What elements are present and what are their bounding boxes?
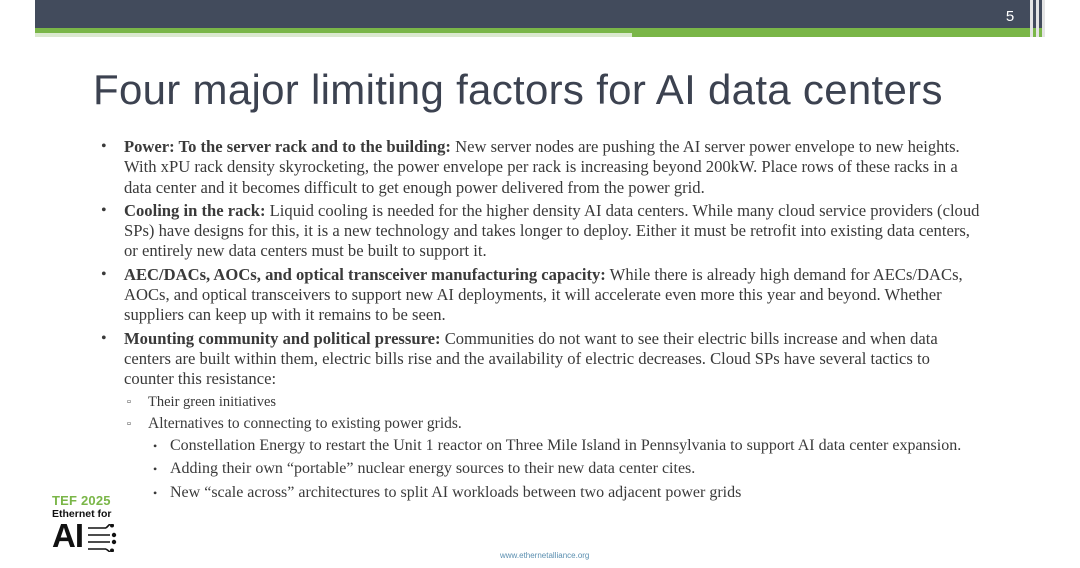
- square-bullet-icon: ▫: [127, 395, 131, 408]
- tef-2025-logo: [52, 494, 122, 558]
- bullet-heading: AEC/DACs, AOCs, and optical transceiver manufacturing capacity:: [124, 264, 606, 284]
- header-accent-highlight: [35, 33, 632, 37]
- slide-title: Four major limiting factors for AI data centers: [93, 66, 943, 113]
- footer-website: www.ethernetalliance.org: [500, 551, 590, 560]
- slide-body: [100, 137, 980, 506]
- logo-ai-mark: AI: [52, 517, 83, 554]
- sub-sub-bullet-item: [148, 459, 980, 480]
- sub-bullet-item: [124, 392, 980, 412]
- circuit-icon: [88, 524, 120, 552]
- sub-sub-bullet-list: [148, 436, 980, 504]
- square-bullet-icon: ▫: [127, 417, 131, 430]
- small-bullet-icon: •: [153, 462, 158, 477]
- bullet-text: New server nodes are pushing the AI server power envelope to new heights. With xPU rack density skyrocketing, the power envelope per rack is increasing beyond 200kW. Place rows of these racks in a data center and it becomes difficult to get enough power delivered from the power grid.: [124, 137, 960, 197]
- logo-tagline: Ethernet for: [52, 508, 112, 520]
- sub-bullet-list: [124, 392, 980, 504]
- sub-bullet-text: Their green initiatives: [148, 393, 277, 410]
- sub-sub-bullet-text: Constellation Energy to restart the Unit 1 reactor on Three Mile Island in Pennsylvania to support AI data center expansion.: [170, 436, 962, 454]
- header-bar: [35, 0, 1045, 28]
- sub-sub-bullet-text: New “scale across” architectures to split AI workloads between two adjacent power grids: [170, 483, 742, 501]
- sub-sub-bullet-text: Adding their own “portable” nuclear energy sources to their new data center cites.: [170, 460, 696, 478]
- bullet-heading: Cooling in the rack:: [124, 200, 266, 220]
- bullet-text: While there is already high demand for AECs/DACs, AOCs, and optical transceivers to support new AI deployments, it will accelerate even more this year and beyond. Whether suppliers can keep up with it remains to be seen.: [124, 264, 963, 325]
- bullet-text: Communities do not want to see their electric bills increase and when data centers are built within them, electric bills rise and the availability of electric decreases. Cloud SPs have several tactics to counter this resistance:: [124, 328, 938, 389]
- bullet-icon: •: [101, 329, 107, 347]
- bullet-item-power: [100, 137, 980, 198]
- bullet-icon: •: [101, 138, 107, 155]
- slide-number: 5: [1005, 8, 1015, 25]
- logo-event-label: TEF 2025: [52, 493, 111, 508]
- bullet-item-manufacturing: [100, 265, 980, 326]
- bullet-text: Liquid cooling is needed for the higher density AI data centers. While many cloud service providers (cloud SPs) have designs for this, it is a new technology and takes longer to deploy. Either it must be retrofit into existing data centers, or entirely new data centers must be built to support it.: [124, 200, 980, 261]
- sub-bullet-text: Alternatives to connecting to existing power grids.: [148, 414, 462, 432]
- bullet-item-cooling: [100, 201, 980, 262]
- sub-sub-bullet-item: [148, 436, 980, 457]
- small-bullet-icon: •: [153, 485, 158, 500]
- bullet-item-community: [100, 329, 980, 503]
- sub-sub-bullet-item: [148, 483, 980, 504]
- header-stripes: [1022, 0, 1045, 37]
- bullet-icon: •: [101, 201, 107, 219]
- bullet-heading: Mounting community and political pressure:: [124, 328, 441, 348]
- sub-bullet-item: [124, 414, 980, 504]
- small-bullet-icon: •: [153, 438, 158, 453]
- bullet-list: [100, 137, 980, 503]
- bullet-heading: Power: To the server rack and to the building:: [124, 137, 451, 156]
- bullet-icon: •: [101, 265, 107, 283]
